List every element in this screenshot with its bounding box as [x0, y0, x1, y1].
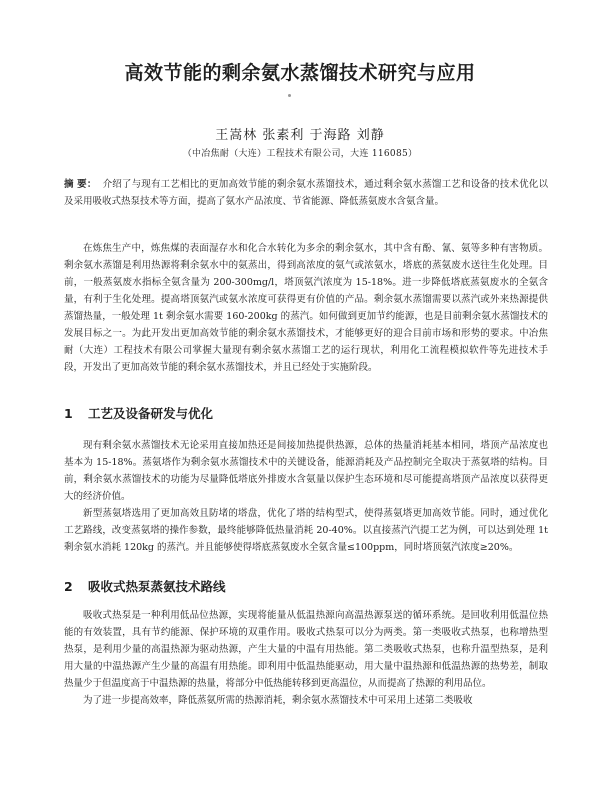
introduction: [64, 240, 548, 376]
section-title: 工艺及设备研发与优化: [88, 406, 214, 421]
intro-paragraph: 在炼焦生产中，炼焦煤的表面湿存水和化合水转化为多余的剩余氨水，其中含有酚、氰、氨等多种有害物质。剩余氨水蒸馏是利用热源将剩余氨水中的氨蒸出，得到高浓度的氨气或浓氨水，塔底的蒸氨废水送往生化处理。目前，一般蒸氨废水指标全氨含量为 200-300mg/l，塔顶氨汽浓度为 15-18%。进一步降低塔底蒸氨废水的全氨含量，有利于生化处理。提高塔顶氨汽或氨水浓度可获得更有价值的产品。剩余氨水蒸馏需要以蒸汽或外来热源提供蒸馏热量，一般处理 1t 剩余氨水需要 160-200kg 的蒸汽。如何做到更加节约能源，也是目前剩余氨水蒸馏技术的发展目标之一。为此开发出更加高效节能的剩余氨水蒸馏技术，才能够更好的迎合目前市场和形势的要求。中冶焦耐（大连）工程技术有限公司掌握大量现有剩余氨水蒸馏工艺的运行现状，利用化工流程模拟软件等先进技术手段，开发出了更加高效节能的剩余氨水蒸馏技术，并且已经处于实施阶段。: [64, 243, 548, 373]
abstract: [64, 176, 548, 210]
abstract-label: 摘 要：: [64, 179, 97, 190]
body-paragraph: 为了进一步提高效率，降低蒸氨所需的热源消耗，剩余氨水蒸馏技术中可采用上述第二类吸收: [83, 695, 473, 706]
author-list: 王嵩林 张素利 于海路 刘静: [215, 128, 385, 143]
section-2-body: [64, 607, 548, 709]
section-number: 2: [64, 579, 73, 594]
section-number: 1: [64, 406, 73, 421]
section-title: 吸收式热泵蒸氨技术路线: [88, 579, 226, 594]
body-paragraph: 现有剩余氨水蒸馏技术无论采用直接加热还是间接加热提供热源，总体的热量消耗基本相同，塔顶产品浓度也基本为 15-18%。蒸氨塔作为剩余氨水蒸馏技术中的关键设备，能源消耗及产品控制完全取决于蒸氨塔的结构。目前，剩余氨水蒸馏技术的功能为尽量降低塔底外排废水含氨量以保护生态环境和尽可能提高塔顶产品浓度以获得更大的经济价值。: [64, 440, 548, 502]
section-1-body: [64, 437, 548, 556]
section-1-heading: [64, 404, 213, 422]
paper-title: 高效节能的剩余氨水蒸馏技术研究与应用: [124, 62, 476, 84]
decorative-dot: [288, 94, 291, 97]
affiliation: （中冶焦耐（大连）工程技术有限公司，大连 116085）: [182, 149, 418, 159]
body-paragraph: 新型蒸氨塔选用了更加高效且防堵的塔盘，优化了塔的结构型式，使得蒸氨塔更加高效节能。同时，通过优化工艺路线，改变蒸氨塔的操作参数，最终能够降低热量消耗 20-40%。以直接蒸汽汽提工艺为例，可以达到处理 1t 剩余氨水消耗 120kg 的蒸汽。并且能够使得塔底蒸氨废水全氨含量≤100ppm，同时塔顶氨汽浓度≥20%。: [64, 508, 548, 553]
body-paragraph: 吸收式热泵是一种利用低品位热源，实现将能量从低温热源向高温热源泵送的循环系统。是回收利用低温位热能的有效装置，具有节约能源、保护环境的双重作用。吸收式热泵可以分为两类。第一类吸收式热泵，也称增热型热泵，是利用少量的高温热源为驱动热源，产生大量的中温有用热能。第二类吸收式热泵，也称升温型热泵，是利用大量的中温热源产生少量的高温有用热能。即利用中低温热能驱动，用大量中温热源和低温热源的热势差，制取热量少于但温度高于中温热源的热量，将部分中低热能转移到更高温位，从而提高了热源的利用品位。: [64, 610, 548, 689]
abstract-text: 介绍了与现有工艺相比的更加高效节能的剩余氨水蒸馏技术，通过剩余氨水蒸馏工艺和设备的技术优化以及采用吸收式热泵技术等方面，提高了氨水产品浓度、节省能源、降低蒸氨废水含氨含量。: [64, 179, 548, 207]
section-2-heading: [64, 577, 226, 595]
